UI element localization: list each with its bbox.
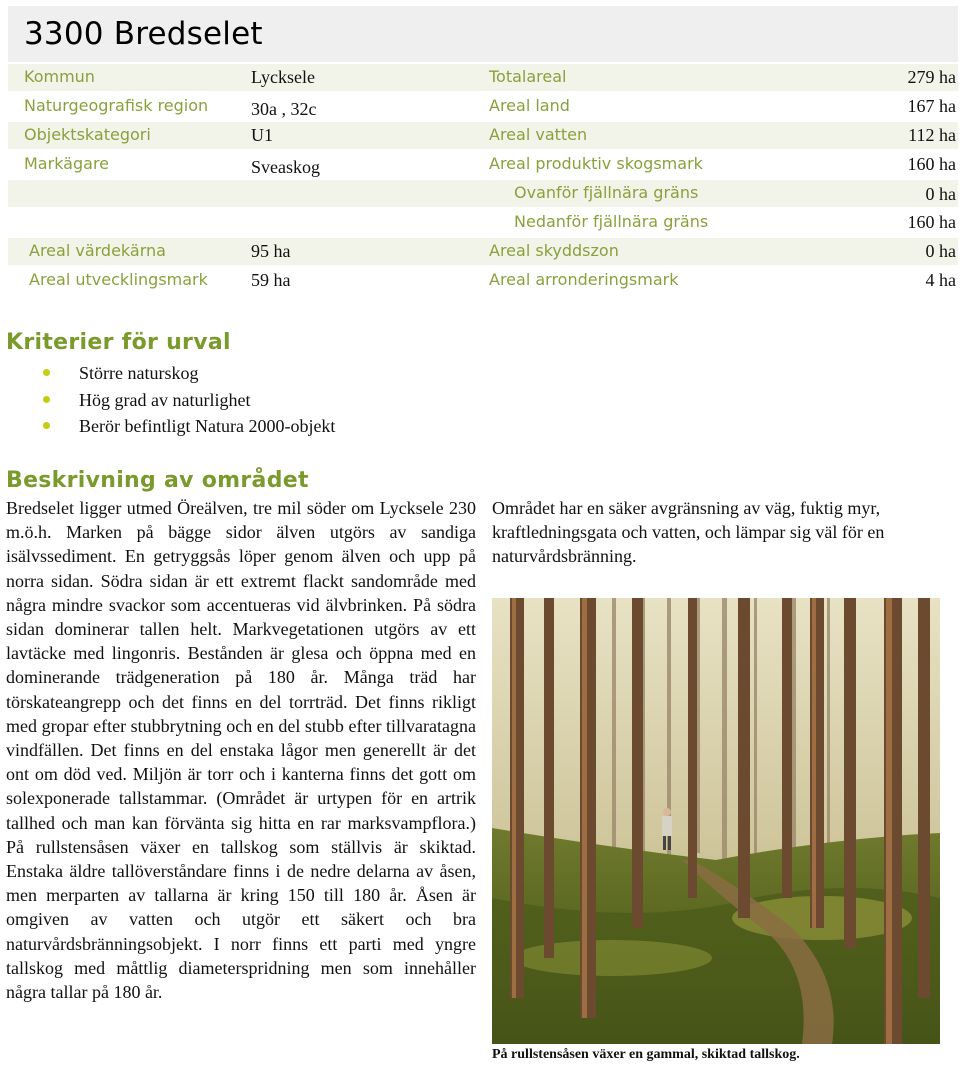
vardekarna-label: Areal värdekärna <box>29 241 166 260</box>
bullet-icon <box>43 396 50 403</box>
ovanfor-label: Ovanför fjällnära gräns <box>514 183 699 202</box>
photo-caption: På rullstensåsen växer en gammal, skiktad tallskog. <box>492 1047 800 1062</box>
info-row-vardekarna <box>8 238 958 265</box>
utvecklingsmark-value: 59 ha <box>251 270 291 290</box>
info-row-utvecklingsmark <box>8 267 958 294</box>
criteria-item <box>40 387 335 414</box>
bullet-icon <box>43 369 50 376</box>
areal-vatten-value: 112 ha <box>908 125 956 145</box>
criteria-item-text: Större naturskog <box>79 363 199 383</box>
description-right-text: Området har en säker avgränsning av väg, fuktig myr, kraftledningsgata och vatten, och lämpar sig väl för en naturvårdsbränning. <box>492 498 885 567</box>
utvecklingsmark-label: Areal utvecklingsmark <box>29 270 208 289</box>
region-label: Naturgeografisk region <box>24 96 209 115</box>
criteria-item-text: Berör befintligt Natura 2000-objekt <box>79 416 336 436</box>
markagare-label: Markägare <box>24 154 110 173</box>
info-row-nedanfor <box>8 209 958 236</box>
nedanfor-value: 160 ha <box>907 212 956 232</box>
produktiv-value: 160 ha <box>907 154 956 174</box>
criteria-item <box>40 360 335 387</box>
totalareal-value: 279 ha <box>907 67 956 87</box>
vardekarna-value: 95 ha <box>251 241 291 261</box>
info-row-kommun <box>8 64 958 91</box>
kategori-label: Objektskategori <box>24 125 151 144</box>
arrondering-value: 4 ha <box>925 270 956 290</box>
bullet-icon <box>43 422 50 429</box>
criteria-item <box>40 413 335 440</box>
region-value: 30a , 32c <box>251 99 317 119</box>
kategori-value: U1 <box>251 125 273 145</box>
markagare-value: Sveaskog <box>251 157 320 177</box>
nedanfor-label: Nedanför fjällnära gräns <box>514 212 709 231</box>
info-row-kategori <box>8 122 958 149</box>
kommun-label: Kommun <box>24 67 95 86</box>
kommun-value: Lycksele <box>251 67 315 87</box>
forest-photo <box>492 598 940 1044</box>
page-title: 3300 Bredselet <box>24 16 263 52</box>
ovanfor-value: 0 ha <box>925 184 956 204</box>
criteria-heading: Kriterier för urval <box>6 330 231 355</box>
criteria-list <box>40 360 335 440</box>
areal-land-value: 167 ha <box>907 96 956 116</box>
skyddszon-label: Areal skyddszon <box>489 241 619 260</box>
info-row-region <box>8 93 958 120</box>
totalareal-label: Totalareal <box>489 67 567 86</box>
arrondering-label: Areal arronderingsmark <box>489 270 679 289</box>
description-heading: Beskrivning av området <box>6 468 309 493</box>
info-row-markagare <box>8 151 958 178</box>
info-row-ovanfor <box>8 180 958 207</box>
areal-land-label: Areal land <box>489 96 570 115</box>
skyddszon-value: 0 ha <box>925 241 956 261</box>
areal-vatten-label: Areal vatten <box>489 125 588 144</box>
criteria-item-text: Hög grad av naturlighet <box>79 389 251 410</box>
forest-photo-illustration <box>492 598 940 1044</box>
description-left-text: Bredselet ligger utmed Öreälven, tre mil söder om Lycksele 230 m.ö.h. Marken på bägge sidor älven utgörs av sandiga isälvssediment. En getryggsås löper genom älven och upp på norra sidan. Södra sidan är ett extremt flackt sandområde med några mindre svackor som accentueras vid älvbrinken. På södra sidan dominerar tallen helt. Markvegetationen utgörs av ett lavtäcke med lingonris. Bestånden är glesa och öppna med en dominerande trädgeneration på 180 år. Många träd har törskateangrepp och det finns en del torrträd. Det finns rikligt med gropar efter stubbrytning och en del stubb efter tillvaratagna vindfällen. Det finns en del enstaka lågor men generellt är det ont om död ved. Miljön är torr och i kanterna finns det gott om solexponerade tallstammar. (Området är urtypen för en artrik tallhed och man kan förvänta sig hitta en rar marksvampflora.) På rullstensåsen växer en tallskog som ställvis är skiktad. Enstaka äldre tallöverståndare finns i de nedre delarna av åsen, men merparten av tallarna är kring 150 till 180 år. Åsen är omgiven av vatten och utgör ett säkert och bra naturvårdsbränningsobjekt. I norr finns ett parti med yngre tallskog med måttlig diameterspridning men som innehåller några tallar på 180 år. <box>6 498 476 1003</box>
produktiv-label: Areal produktiv skogsmark <box>489 154 703 173</box>
